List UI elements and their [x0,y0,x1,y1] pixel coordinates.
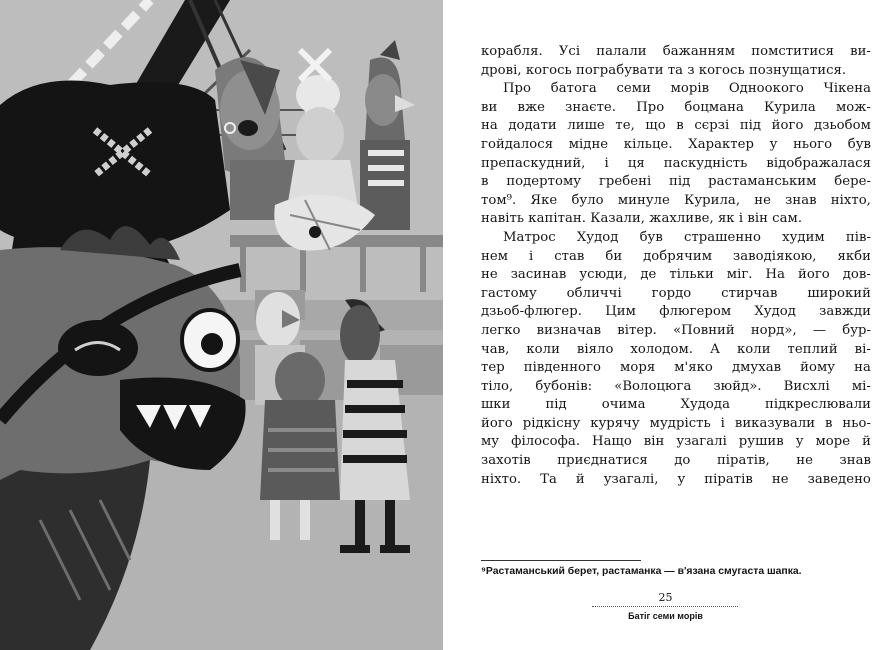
word: «Повний [673,322,735,338]
word: вітер. [617,322,657,338]
word: гастому [481,285,537,301]
word: нем [481,248,509,264]
text-line [481,155,871,174]
word: очима [601,397,646,413]
word: вже [517,99,545,115]
word: зюйд». [713,378,762,394]
word: флюгером [659,304,732,320]
word: в [481,174,489,190]
word: ви- [850,44,871,59]
word: гойдалося [481,136,554,152]
word: чав, [481,341,510,357]
word: у [769,136,778,152]
text-line [481,303,871,322]
word: пів- [845,229,871,245]
word: теплий [787,341,838,357]
pirate-illustration [0,0,443,650]
word: батога [550,81,597,97]
text-page [443,0,888,650]
word: добрячим [643,248,713,264]
word: лише [567,118,605,134]
word: море [815,434,851,450]
word: На [765,267,785,283]
word: семи [616,81,651,97]
word: йому [800,360,836,376]
word: дзьоб-флюгер. [481,304,583,320]
text-line [481,192,871,211]
text-line [481,471,871,490]
word: визначав [536,322,602,338]
text-line [481,99,871,118]
word: додати [508,118,557,134]
text-line [481,452,871,471]
word: засинав [510,267,567,283]
word: і [720,415,725,431]
word: Висхлі [783,378,830,394]
word: бере- [834,174,871,190]
word: в [676,118,684,134]
word: те, [615,118,635,134]
word: препаскудний, [481,155,586,171]
word: Худода [680,397,731,413]
word: на [481,118,498,134]
word: Характер [688,136,755,152]
word: шки [481,397,511,413]
text-line [481,341,871,360]
word: А [709,341,721,357]
text-line [481,43,871,62]
word: усюди, [579,267,628,283]
word: норд», [750,322,797,338]
word: міг. [726,267,753,283]
word: ньо- [842,415,871,431]
word: худим [782,229,825,245]
word: Та [540,471,557,487]
word: дзьобом [814,118,871,134]
text-line [481,80,871,99]
text-line [481,117,871,136]
word: дов- [842,267,871,283]
word: його [481,415,513,431]
text-line [481,266,871,285]
word: піратів [704,471,753,487]
word: не [771,471,789,487]
text-line [481,136,871,155]
word: Курила [764,99,816,115]
word: бубонів: [535,378,593,394]
word: коли [526,341,560,357]
word: тіло, [481,378,514,394]
word: сєрзі [694,118,730,134]
word: і [604,155,609,171]
word: якби [837,248,871,264]
word: кільце. [623,136,673,152]
word: віяло [576,341,614,357]
word: дмухав [731,360,782,376]
word: би [605,248,623,264]
word: «Волоцюга [614,378,692,394]
word: приєднатися [557,453,648,469]
word: під [669,174,691,190]
word: відображалася [766,155,871,171]
text-line [481,378,871,397]
word: подертому [506,174,582,190]
word: широкий [807,285,871,301]
text-line [481,173,871,192]
word: мі- [851,378,871,394]
word: що [645,118,666,134]
word: він [643,434,665,450]
word: морів [670,81,710,97]
word: став [554,248,585,264]
word: бур- [842,322,871,338]
word: де [640,267,657,283]
word: заведено [807,471,871,487]
word: у [677,471,686,487]
word: не [754,192,771,208]
word: Про [503,81,532,97]
word: у [795,434,804,450]
word: гребені [598,174,652,190]
text-line [481,285,871,304]
word: ніхто, [830,192,871,208]
text-line [481,322,871,341]
body-text [481,43,871,489]
word: піратів, [716,453,770,469]
word: тер [481,360,505,376]
footnote-divider [481,560,641,561]
footer-divider [592,606,738,607]
word: рушив [738,434,784,450]
word: Матрос [503,229,556,245]
word: в [825,415,833,431]
word: мідне [568,136,609,152]
word: підкреслювали [765,397,871,413]
word: страшенно [683,229,761,245]
word: під [545,397,567,413]
word: його [771,118,804,134]
word: бажанням [662,44,736,59]
word: під [739,118,762,134]
word: заводіякою, [733,248,817,264]
word: обличчі [566,285,622,301]
word: знав [839,453,871,469]
word: — [812,322,827,338]
word: Худод [576,229,619,245]
word: Про [636,99,665,115]
word: корабля. [481,44,543,59]
word: му [481,434,500,450]
text-line [481,396,871,415]
word: Курила, [684,192,741,208]
word: завжди [819,304,871,320]
word: й [575,471,585,487]
text-line [481,229,871,248]
word: південного [523,360,601,376]
word: гордо [651,285,692,301]
word: виказували [734,415,816,431]
word: палали [596,44,647,59]
word: його [797,267,830,283]
word: ця [627,155,645,171]
running-title: Батіг семи морів [628,611,703,621]
pirate-crew-image [0,0,443,650]
word: стирчав [721,285,778,301]
word: до [674,453,691,469]
word: легко [481,322,521,338]
word: том⁹. [481,192,517,208]
word: був [639,229,663,245]
word: Чікена [823,81,871,97]
word: паскудність [663,155,748,171]
word: Цим [605,304,636,320]
word: тільки [669,267,714,283]
word: знав [785,192,817,208]
word: рідкісну [522,415,581,431]
word: ві- [854,341,871,357]
word: Нащо [592,434,632,450]
word: курячу [590,415,640,431]
word: минуле [617,192,670,208]
page-number: 25 [658,591,673,604]
word: був [847,136,871,152]
word: мож- [835,99,871,115]
word: помститися [751,44,834,59]
text-line [481,415,871,434]
text-line: навіть капітан. Казали, жахливе, як і він сам. [481,211,803,227]
word: не [796,453,813,469]
word: Худод [754,304,796,320]
word: узагалі, [603,471,659,487]
word: і [528,248,534,264]
word: захотів [481,453,531,469]
word: растаманським [708,174,817,190]
word: моря [620,360,656,376]
word: мудрість [649,415,711,431]
text-line [481,359,871,378]
word: узагалі [676,434,727,450]
word: Яке [530,192,558,208]
text-line [481,433,871,452]
word: й [862,434,871,450]
word: м'яко [674,360,713,376]
word: Одноокого [728,81,804,97]
word: Усі [558,44,581,59]
word: не [481,267,498,283]
word: знаєте. [565,99,617,115]
footnote: ⁹Растаманський берет, растаманка — в'язана смугаста шапка. [481,566,802,577]
word: холодом. [630,341,694,357]
word: ви [481,99,498,115]
word: нього [793,136,833,152]
word: філософа. [511,434,581,450]
word: ніхто. [481,471,522,487]
word: на [854,360,871,376]
word: коли [737,341,771,357]
word: боцмана [684,99,744,115]
text-line [481,248,871,267]
word: було [571,192,604,208]
text-line: дрові, когось пограбувати та з когось познущатися. [481,62,847,78]
